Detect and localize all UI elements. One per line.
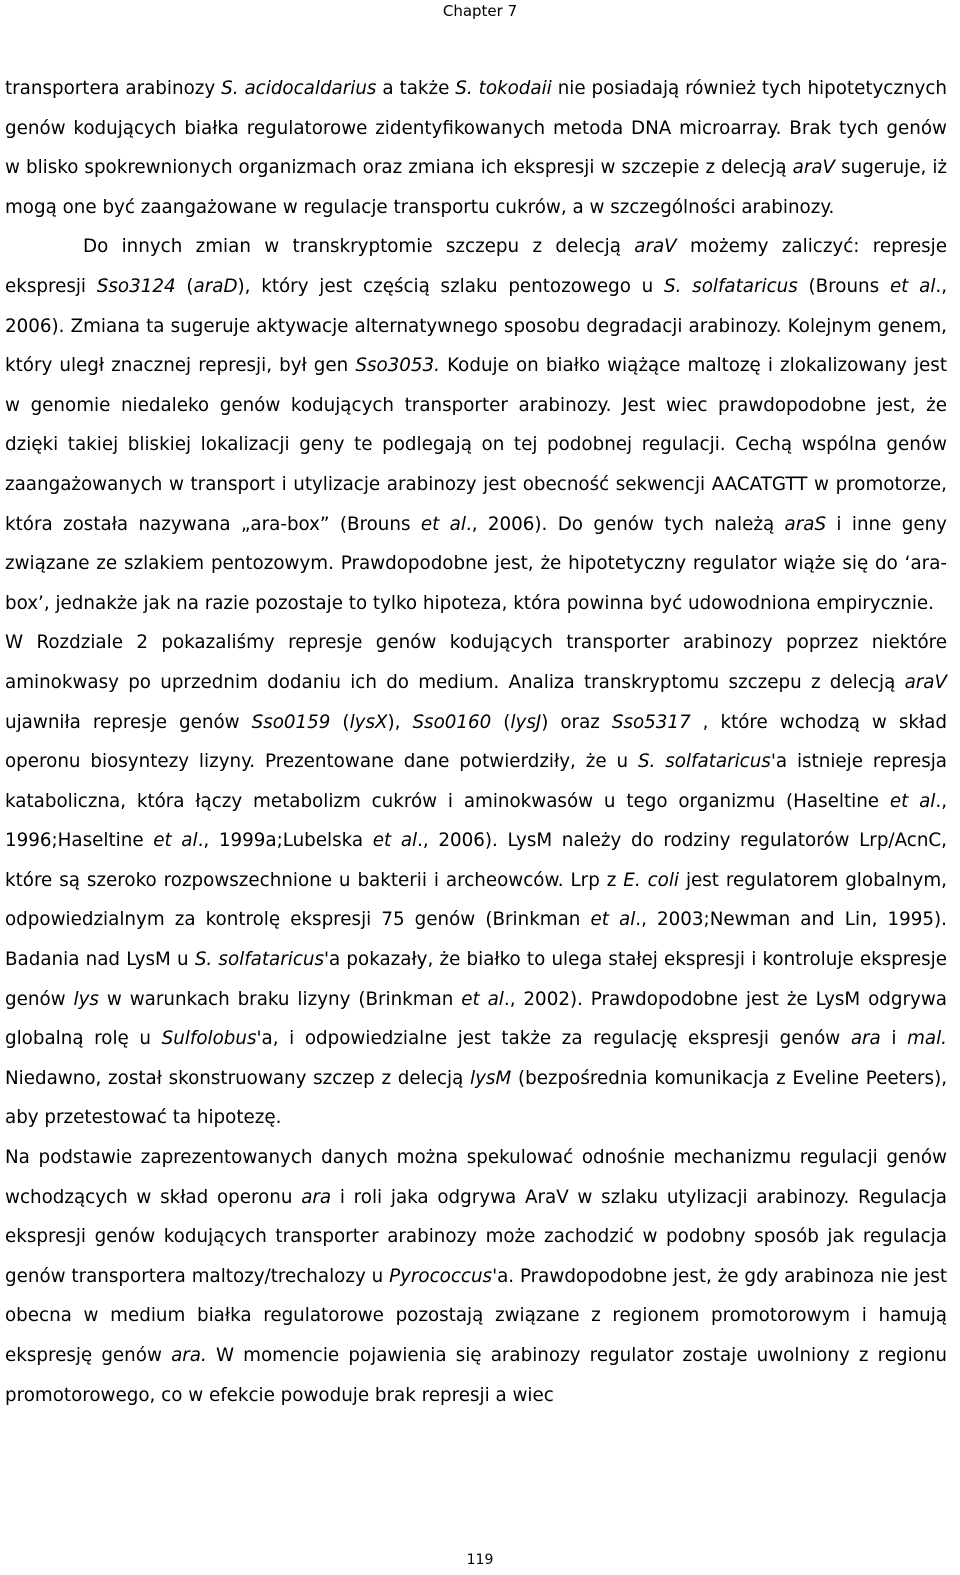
text-run: W Rozdziale 2 pokazaliśmy represje genów kodujących transporter arabinozy poprzez niektóre aminokwasy po uprzednim dodaniu ich do medium. Analiza transkryptomu szczepu z delecją	[5, 632, 947, 693]
italic-term: S. solfataricus	[637, 751, 771, 773]
text-run: ., 2002). Prawdopodobne jest że LysM odgrywa globalną rolę u	[5, 988, 948, 1050]
italic-term: et al	[153, 830, 198, 852]
text-run: Niedawno, został skonstruowany szczep z delecją	[5, 1067, 471, 1089]
italic-term: S. solfataricus	[194, 949, 324, 971]
paragraph	[5, 623, 947, 1138]
text-run: i inne geny związane ze szlakiem pentozowym. Prawdopodobne jest, że hipotetyczny regulator wiąże się do ‘ara-box’, jednakże jak na razie pozostaje to tylko hipoteza, która powinna być udowodniona empirycznie.	[5, 513, 947, 614]
text-run: 'a pokazały, że białko to ulega stałej ekspresji i kontroluje ekspresje genów	[5, 949, 947, 1010]
paragraph	[5, 69, 947, 227]
italic-term: S. acidocaldarius	[221, 78, 377, 99]
italic-term: Sso3124	[96, 275, 176, 297]
paragraph	[5, 1138, 947, 1415]
text-run: (bezpośrednia komunikacja z Eveline Peeters), aby przetestować ta hipotezę.	[5, 1067, 948, 1129]
text-run: a także	[376, 78, 456, 99]
text-run: w warunkach braku lizyny (Brinkman	[98, 988, 462, 1010]
italic-term: Sulfolobus	[161, 1028, 257, 1050]
text-run: ), który jest częścią szlaku pentozowego u	[237, 275, 664, 297]
italic-term: S. tokodaii	[455, 78, 552, 99]
italic-term: mal.	[907, 1028, 947, 1050]
italic-term: Sso0160	[412, 711, 492, 733]
italic-term: ara.	[171, 1345, 207, 1366]
italic-term: araV	[904, 671, 947, 693]
italic-term: araS	[784, 513, 827, 535]
text-run: ., 1999a;Lubelska	[197, 830, 373, 852]
text-run: ., 2006). Do genów tych należą	[465, 513, 785, 535]
italic-term: et al	[889, 790, 936, 812]
paragraph	[5, 227, 947, 623]
text-run: i roli jaka odgrywa AraV w szlaku utylizacji arabinozy. Regulacja ekspresji genów kodujących transporter arabinozy może zachodzić w podobny sposób jak regulacja genów transportera maltozy/trechalozy u	[5, 1186, 947, 1287]
text-run: ., 2006). LysM należy do rodziny regulatorów Lrp/AcnC, które są szeroko rozpowszechnione u bakterii i archeowców. Lrp z	[5, 830, 947, 891]
italic-term: Sso0159	[251, 711, 331, 733]
text-run: 'a istnieje represja kataboliczna, która łączy metabolizm cukrów i aminokwasów u tego organizmu (Haseltine	[5, 751, 947, 812]
text-run: (	[330, 711, 350, 733]
italic-term: lysX	[349, 711, 388, 733]
text-run: (	[175, 275, 194, 297]
text-run: nie posiadają również tych hipotetycznych genów kodujących białka regulatorowe zidentyfikowanych metoda DNA microarray. Brak tych genów w blisko spokrewnionych organizmach oraz zmiana ich ekspresji w szczepie z delecją	[5, 78, 947, 179]
text-run: ., 1996;Haseltine	[5, 790, 948, 852]
italic-term: Pyrococcus	[389, 1265, 493, 1287]
running-header: Chapter 7	[442, 2, 518, 20]
italic-term: araV	[792, 157, 836, 179]
text-run: 'a, i odpowiedzialne jest także za regulację ekspresji genów	[256, 1028, 851, 1050]
italic-term: ara	[850, 1028, 881, 1050]
text-run: W momencie pojawienia się arabinozy regulator zostaje uwolniony z regionu promotorowego, co w efekcie powoduje brak represji a wiec	[5, 1345, 948, 1406]
italic-term: araV	[634, 236, 677, 258]
italic-term: et al	[420, 513, 466, 535]
text-run: ) oraz	[541, 711, 612, 733]
text-run: transportera arabinozy	[5, 78, 222, 99]
italic-term: Sso3053.	[355, 355, 440, 377]
italic-term: Sso5317	[611, 711, 691, 733]
text-run: i	[880, 1028, 908, 1050]
page-number: 119	[466, 1552, 494, 1568]
text-run: 'a. Prawdopodobne jest, że gdy arabinoza nie jest obecna w medium białka regulatorowe pozostają związane z regionem promotorowym i hamują ekspresję genów	[5, 1265, 948, 1366]
italic-term: lysJ	[510, 711, 542, 733]
italic-term: et al	[590, 909, 636, 931]
text-run: ., 2003;Newman and Lin, 1995). Badania nad LysM u	[5, 909, 947, 971]
text-run: Do innych zmian w transkryptomie szczepu z delecją	[83, 236, 635, 258]
italic-term: ara	[301, 1186, 332, 1208]
text-run: (	[491, 711, 511, 733]
text-run: jest regulatorem globalnym, odpowiedzialnym za kontrolę ekspresji 75 genów (Brinkman	[5, 869, 947, 931]
italic-term: araD	[193, 275, 238, 297]
italic-term: lysM	[470, 1067, 512, 1089]
italic-term: lys	[73, 988, 99, 1010]
text-run: ),	[387, 711, 413, 733]
text-run: , które wchodzą w skład operonu biosyntezy lizyny. Prezentowane dane potwierdziły, że u	[5, 711, 947, 773]
text-run: ., 2006). Zmiana ta sugeruje aktywacje alternatywnego sposobu degradacji arabinozy. Kolejnym genem, który uległ znacznej represji, był gen	[5, 275, 948, 377]
italic-term: E. coli	[623, 869, 679, 891]
italic-term: et al	[889, 275, 936, 297]
italic-term: et al	[372, 830, 418, 852]
text-run: Koduje on białko wiążące maltozę i zlokalizowany jest w genomie niedaleko genów kodujących transporter arabinozy. Jest wiec prawdopodobne jest, że dzięki takiej bliskiej lokalizacji geny te podlegają on tej podobnej regulacji. Cechą wspólna genów zaangażowanych w transport i utylizacje arabinozy jest obecność sekwencji AACATGTT w promotorze, która została nazywana „ara-box” (Brouns	[5, 355, 947, 535]
body-text	[5, 69, 947, 1415]
text-run: ujawniła represje genów	[5, 711, 252, 733]
text-run: (Brouns	[797, 275, 890, 297]
text-run: sugeruje, iż mogą one być zaangażowane w regulacje transportu cukrów, a w szczególności arabinozy.	[5, 157, 947, 218]
text-run: Na podstawie zaprezentowanych danych można spekulować odnośnie mechanizmu regulacji genów wchodzących w skład operonu	[5, 1147, 947, 1208]
italic-term: S. solfataricus	[664, 275, 798, 297]
italic-term: et al	[461, 988, 504, 1010]
text-run: możemy zaliczyć: represje ekspresji	[5, 236, 947, 297]
